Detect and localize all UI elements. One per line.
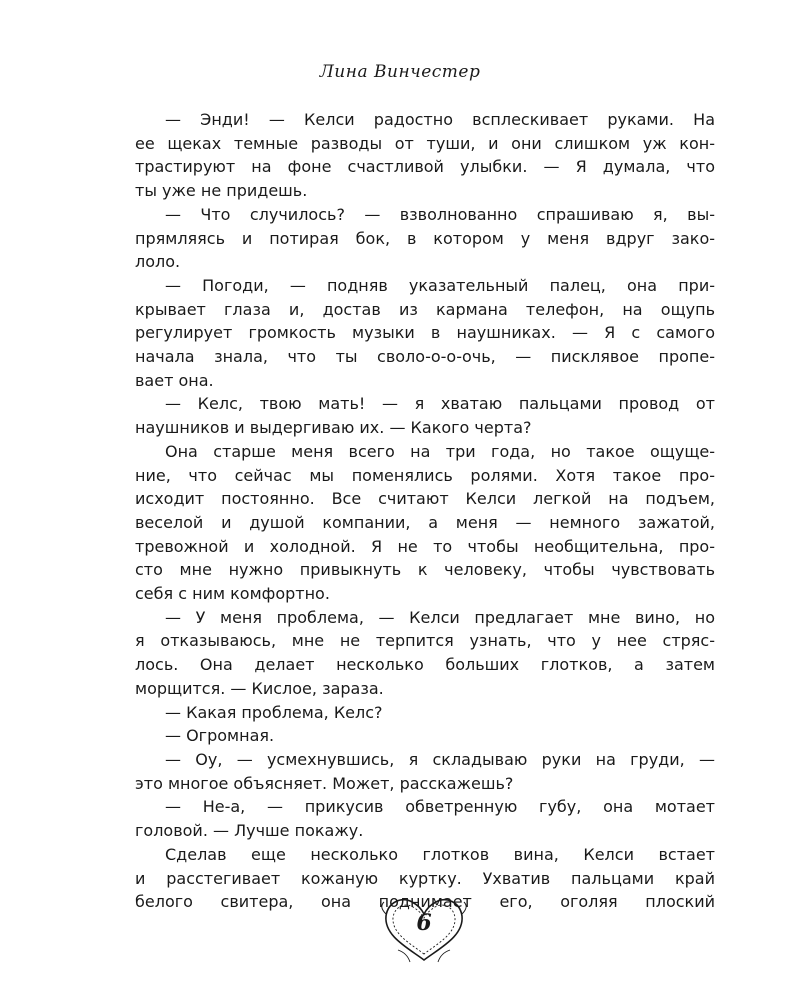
text-line: — Огромная. <box>165 726 275 746</box>
text-line: Сделав еще несколько глотков вина, Келси встает <box>165 844 715 864</box>
text-line: веселой и душой компании, а меня — немного зажатой, <box>135 512 715 532</box>
text-line: — Энди! — Келси радостно всплескивает руками. На <box>165 110 715 129</box>
text-line: я отказываюсь, мне не терпится узнать, что у нее стряс- <box>135 631 715 651</box>
text-line: Она старше меня всего на три года, но такое ощуще- <box>165 441 715 461</box>
text-line: белого свитера, она поднимает его, оголяя плоский <box>135 892 715 912</box>
page-number: 6 <box>416 910 432 936</box>
text-line: лоло. <box>135 252 181 272</box>
text-line: сто мне нужно привыкнуть к человеку, чтобы чувствовать <box>135 560 715 580</box>
text-line: — Келс, твою мать! — я хватаю пальцами провод от <box>165 394 715 414</box>
text-line: прямляясь и потирая бок, в котором у меня вдруг зако- <box>135 228 715 248</box>
text-line: вает она. <box>135 370 214 390</box>
text-line: это многое объясняет. Может, расскажешь? <box>135 773 514 793</box>
text-line: головой. — Лучше покажу. <box>135 821 364 841</box>
text-line: ты уже не придешь. <box>135 181 308 201</box>
text-line: ее щеках темные разводы от туши, и они слишком уж кон- <box>135 133 715 153</box>
text-line: наушников и выдергиваю их. — Какого черта? <box>135 418 532 438</box>
text-line: тревожной и холодной. Я не то чтобы необщительна, про- <box>135 536 715 556</box>
body-text <box>135 108 715 914</box>
text-line: лось. Она делает несколько больших глотков, а затем <box>135 655 715 675</box>
text-line: — Оу, — усмехнувшись, я складываю руки на груди, — <box>165 749 715 769</box>
text-line: — Погоди, — подняв указательный палец, она при- <box>165 275 715 295</box>
text-line: — Что случилось? — взволнованно спрашиваю я, вы- <box>165 204 715 224</box>
text-line: крывает глаза и, достав из кармана телефон, на ощупь <box>135 299 715 319</box>
running-header: Лина Винчестер <box>319 62 481 82</box>
page-folio <box>378 890 470 968</box>
text-line: исходит постоянно. Все считают Келси легкой на подъем, <box>135 489 715 509</box>
text-line: себя с ним комфортно. <box>135 584 330 604</box>
text-line: регулирует громкость музыки в наушниках. — Я с самого <box>135 323 715 343</box>
text-line: — У меня проблема, — Келси предлагает мне вино, но <box>165 607 715 627</box>
text-line: и расстегивает кожаную куртку. Ухватив пальцами край <box>135 868 715 888</box>
text-line: — Не-а, — прикусив обветренную губу, она мотает <box>165 797 715 817</box>
text-line: ние, что сейчас мы поменялись ролями. Хотя такое про- <box>135 465 715 485</box>
text-line: начала знала, что ты своло-о-о-очь, — писклявое пропе- <box>135 347 715 367</box>
text-line: трастируют на фоне счастливой улыбки. — Я думала, что <box>135 157 715 177</box>
text-line: — Какая проблема, Келс? <box>165 702 383 722</box>
text-line: морщится. — Кислое, зараза. <box>135 678 384 698</box>
